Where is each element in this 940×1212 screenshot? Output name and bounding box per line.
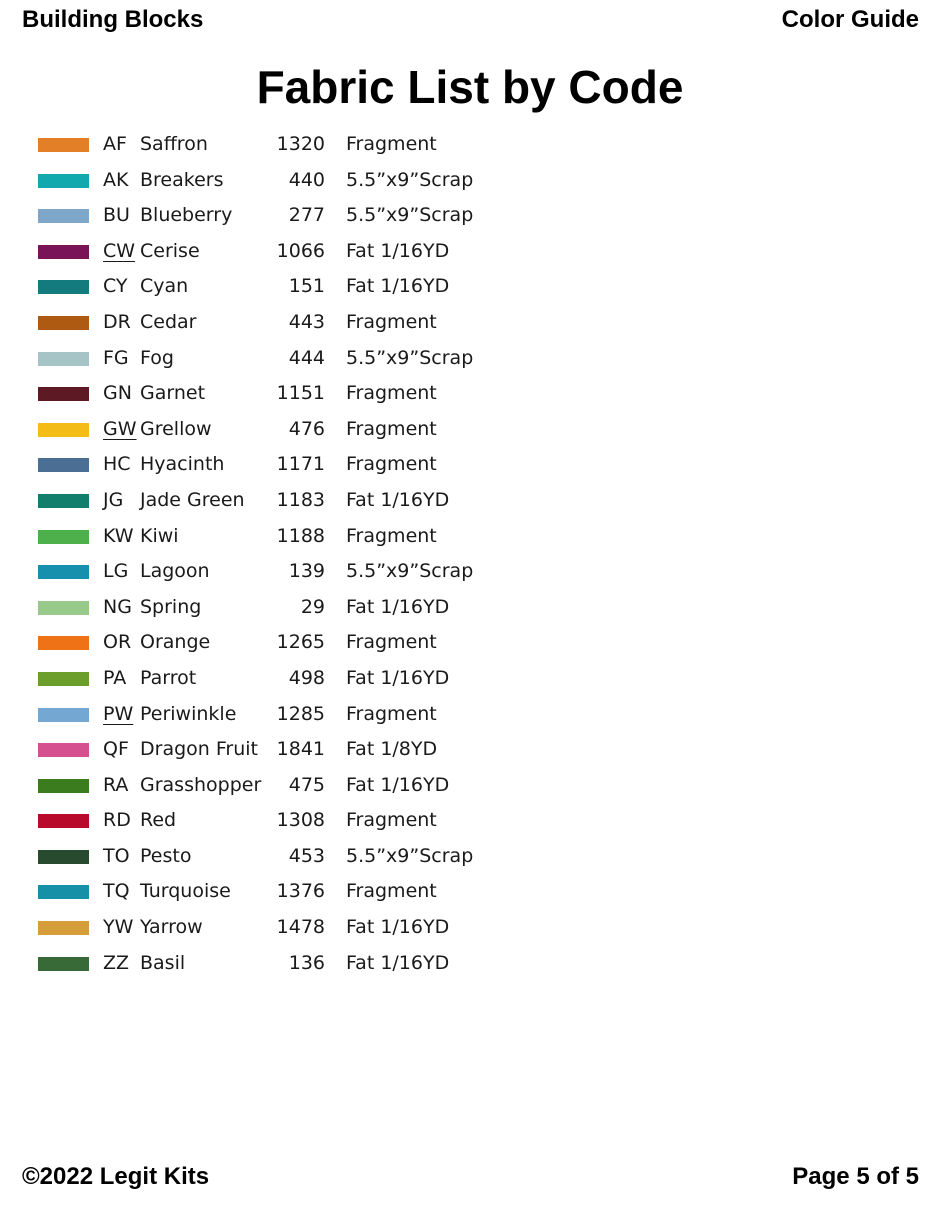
color-swatch xyxy=(38,957,89,971)
fabric-row xyxy=(0,554,940,590)
fabric-code: PW xyxy=(103,702,134,725)
fabric-count: 139 xyxy=(288,560,325,583)
color-swatch xyxy=(38,209,89,223)
fabric-size: Fat 1/16YD xyxy=(346,916,450,939)
fabric-code: GW xyxy=(103,417,137,440)
fabric-name: Cedar xyxy=(140,310,197,333)
fabric-count: 1478 xyxy=(276,916,325,939)
color-swatch xyxy=(38,921,89,935)
fabric-name: Spring xyxy=(140,595,202,618)
fabric-code: TQ xyxy=(103,880,130,903)
fabric-count: 443 xyxy=(288,310,325,333)
fabric-count: 444 xyxy=(288,346,325,369)
fabric-count: 1066 xyxy=(276,239,325,262)
fabric-row xyxy=(0,839,940,875)
fabric-code: CW xyxy=(103,239,136,262)
color-swatch xyxy=(38,352,89,366)
fabric-name: Cerise xyxy=(140,239,200,262)
fabric-code: HC xyxy=(103,453,131,476)
fabric-row xyxy=(0,483,940,519)
fabric-code: QF xyxy=(103,738,129,761)
fabric-size: 5.5”x9”Scrap xyxy=(346,844,474,867)
fabric-code: AF xyxy=(103,133,127,155)
fabric-name: Kiwi xyxy=(140,524,179,547)
fabric-name: Garnet xyxy=(140,382,206,405)
fabric-size: Fat 1/8YD xyxy=(346,738,438,761)
fabric-row xyxy=(0,874,940,910)
fabric-size: 5.5”x9”Scrap xyxy=(346,204,474,227)
fabric-size: Fragment xyxy=(346,382,437,405)
fabric-size: 5.5”x9”Scrap xyxy=(346,346,474,369)
color-swatch xyxy=(38,458,89,472)
fabric-count: 1841 xyxy=(276,738,325,761)
fabric-name: Breakers xyxy=(140,168,224,191)
fabric-count: 1265 xyxy=(276,631,325,654)
fabric-row xyxy=(0,163,940,199)
fabric-code: TO xyxy=(103,844,130,867)
fabric-size: Fat 1/16YD xyxy=(346,488,450,511)
fabric-size: Fat 1/16YD xyxy=(346,239,450,262)
color-swatch xyxy=(38,245,89,259)
fabric-size: Fat 1/16YD xyxy=(346,666,450,689)
fabric-code: ZZ xyxy=(103,951,130,974)
fabric-row xyxy=(0,625,940,661)
footer-copyright: ©2022 Legit Kits xyxy=(22,1163,210,1190)
fabric-name: Periwinkle xyxy=(140,702,237,725)
color-swatch xyxy=(38,885,89,899)
color-swatch xyxy=(38,423,89,437)
fabric-count: 1285 xyxy=(276,702,325,725)
fabric-size: Fragment xyxy=(346,880,437,903)
color-swatch xyxy=(38,138,89,152)
fabric-code: DR xyxy=(103,310,131,333)
fabric-count: 1376 xyxy=(276,880,325,903)
fabric-row xyxy=(0,198,940,234)
fabric-row xyxy=(0,697,940,733)
fabric-name: Red xyxy=(140,809,177,832)
fabric-size: Fragment xyxy=(346,702,437,725)
fabric-row xyxy=(0,590,940,626)
fabric-size: Fragment xyxy=(346,809,437,832)
fabric-row xyxy=(0,127,940,163)
fabric-count: 453 xyxy=(288,844,325,867)
fabric-name: Hyacinth xyxy=(140,453,225,476)
fabric-size: Fragment xyxy=(346,310,437,333)
fabric-code: GN xyxy=(103,382,132,405)
fabric-row xyxy=(0,946,940,982)
header-guide-name: Color Guide xyxy=(781,6,919,33)
fabric-name: Pesto xyxy=(140,844,192,867)
fabric-code: OR xyxy=(103,631,132,654)
fabric-count: 476 xyxy=(288,417,325,440)
fabric-size: 5.5”x9”Scrap xyxy=(346,168,474,191)
color-swatch xyxy=(38,387,89,401)
fabric-count: 29 xyxy=(300,595,325,618)
color-swatch xyxy=(38,850,89,864)
color-swatch xyxy=(38,672,89,686)
fabric-row xyxy=(0,447,940,483)
fabric-code: LG xyxy=(103,560,129,583)
fabric-size: Fragment xyxy=(346,453,437,476)
fabric-count: 475 xyxy=(288,773,325,796)
fabric-count: 1183 xyxy=(276,488,325,511)
fabric-code: JG xyxy=(103,488,124,511)
fabric-row xyxy=(0,234,940,270)
color-swatch xyxy=(38,636,89,650)
color-swatch xyxy=(38,779,89,793)
fabric-code: YW xyxy=(103,916,134,939)
color-swatch xyxy=(38,743,89,757)
fabric-size: Fat 1/16YD xyxy=(346,275,450,298)
fabric-name: Cyan xyxy=(140,275,189,298)
fabric-row xyxy=(0,376,940,412)
fabric-code: KW xyxy=(103,524,134,547)
fabric-count: 277 xyxy=(288,204,325,227)
fabric-size: Fragment xyxy=(346,417,437,440)
fabric-code: RA xyxy=(103,773,129,796)
fabric-row xyxy=(0,341,940,377)
page-title: Fabric List by Code xyxy=(256,61,684,113)
color-swatch xyxy=(38,316,89,330)
fabric-count: 1171 xyxy=(276,453,325,476)
fabric-name: Basil xyxy=(140,951,186,974)
fabric-row xyxy=(0,269,940,305)
fabric-name: Parrot xyxy=(140,666,197,689)
fabric-name: Turquoise xyxy=(140,880,231,903)
fabric-code: FG xyxy=(103,346,129,369)
fabric-name: Grasshopper xyxy=(140,773,262,796)
header-project-name: Building Blocks xyxy=(22,6,204,33)
fabric-name: Fog xyxy=(140,346,174,369)
fabric-size: Fragment xyxy=(346,524,437,547)
fabric-name: Saffron xyxy=(140,133,208,155)
fabric-size: Fat 1/16YD xyxy=(346,773,450,796)
fabric-row xyxy=(0,519,940,555)
fabric-row xyxy=(0,803,940,839)
fabric-count: 1320 xyxy=(276,133,325,155)
fabric-code: AK xyxy=(103,168,129,191)
color-swatch xyxy=(38,708,89,722)
fabric-row xyxy=(0,305,940,341)
fabric-name: Jade Green xyxy=(140,488,245,511)
fabric-name: Grellow xyxy=(140,417,212,440)
color-swatch xyxy=(38,530,89,544)
fabric-code: NG xyxy=(103,595,132,618)
fabric-size: 5.5”x9”Scrap xyxy=(346,560,474,583)
fabric-code: BU xyxy=(103,204,130,227)
fabric-size: Fragment xyxy=(346,133,437,155)
fabric-count: 498 xyxy=(288,666,325,689)
color-swatch xyxy=(38,601,89,615)
fabric-count: 1151 xyxy=(276,382,325,405)
fabric-row xyxy=(0,732,940,768)
fabric-row xyxy=(0,661,940,697)
fabric-count: 136 xyxy=(288,951,325,974)
fabric-size: Fragment xyxy=(346,631,437,654)
fabric-name: Yarrow xyxy=(140,916,203,939)
fabric-row xyxy=(0,910,940,946)
fabric-name: Orange xyxy=(140,631,211,654)
fabric-list xyxy=(0,127,940,981)
fabric-name: Blueberry xyxy=(140,204,233,227)
fabric-code: PA xyxy=(103,666,127,689)
fabric-count: 1188 xyxy=(276,524,325,547)
fabric-name: Lagoon xyxy=(140,560,210,583)
fabric-code: CY xyxy=(103,275,128,298)
fabric-code: RD xyxy=(103,809,131,832)
color-swatch xyxy=(38,280,89,294)
fabric-count: 440 xyxy=(288,168,325,191)
color-swatch xyxy=(38,565,89,579)
footer-page-number: Page 5 of 5 xyxy=(792,1163,919,1190)
color-swatch xyxy=(38,814,89,828)
fabric-row xyxy=(0,768,940,804)
color-swatch xyxy=(38,494,89,508)
fabric-count: 151 xyxy=(288,275,325,298)
fabric-size: Fat 1/16YD xyxy=(346,951,450,974)
fabric-count: 1308 xyxy=(276,809,325,832)
fabric-row xyxy=(0,412,940,448)
fabric-name: Dragon Fruit xyxy=(140,738,258,761)
color-swatch xyxy=(38,174,89,188)
fabric-size: Fat 1/16YD xyxy=(346,595,450,618)
